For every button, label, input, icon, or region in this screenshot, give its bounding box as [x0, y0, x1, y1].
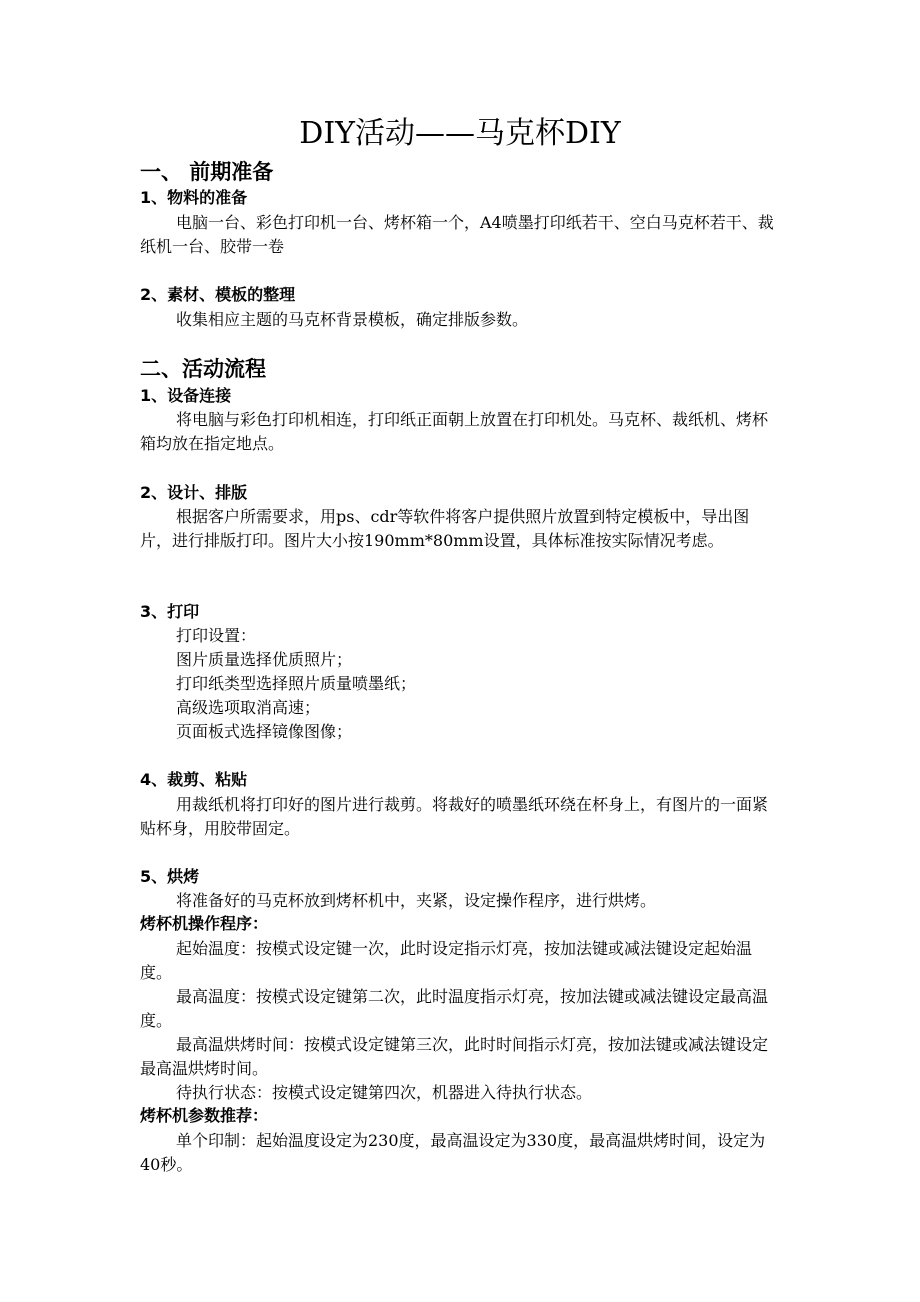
- subheading-materials: 1、物料的准备: [140, 188, 248, 207]
- subheading-design-layout: 2、设计、排版: [140, 483, 248, 502]
- subheading-templates: 2、素材、模板的整理: [140, 285, 296, 304]
- procedure-step: 起始温度：按模式设定键一次，此时设定指示灯亮，按加法键或减法键设定起始温度。: [140, 939, 753, 982]
- paragraph-templates: 收集相应主题的马克杯背景模板，确定排版参数。: [176, 310, 529, 329]
- procedure-step: 最高温烘烤时间：按模式设定键第三次，此时时间指示灯亮，按加法键或减法键设定最高温烘烤时间。: [140, 1035, 769, 1078]
- paragraph-cut-paste: 用裁纸机将打印好的图片进行裁剪。将裁好的喷墨纸环绕在杯身上，有图片的一面紧贴杯身，用胶带固定。: [140, 795, 769, 838]
- paragraph-design-layout: 根据客户所需要求，用ps、cdr等软件将客户提供照片放置到特定模板中，导出图片，进行排版打印。图片大小按190mm*80mm设置，具体标准按实际情况考虑。: [140, 507, 750, 550]
- document-title: DIY活动——马克杯DIY: [299, 116, 621, 151]
- subheading-print: 3、打印: [140, 602, 200, 621]
- subheading-cut-paste: 4、裁剪、粘贴: [140, 770, 248, 789]
- print-setting-line: 高级选项取消高速；: [176, 698, 321, 717]
- print-setting-line: 打印纸类型选择照片质量喷墨纸；: [176, 674, 417, 693]
- paragraph-materials: 电脑一台、彩色打印机一台、烤杯箱一个，A4喷墨打印纸若干、空白马克杯若干、裁纸机一台、胶带一卷: [140, 213, 774, 256]
- print-setting-line: 页面板式选择镜像图像；: [176, 722, 353, 741]
- print-setting-line: 打印设置：: [176, 626, 257, 645]
- procedure-step: 最高温度：按模式设定键第二次，此时温度指示灯亮，按加法键或减法键设定最高温度。: [140, 987, 769, 1030]
- subheading-baking: 5、烘烤: [140, 867, 200, 886]
- print-setting-line: 图片质量选择优质照片；: [176, 650, 353, 669]
- procedure-step: 待执行状态：按模式设定键第四次，机器进入待执行状态。: [176, 1083, 593, 1102]
- param-recommendation: 单个印制：起始温度设定为230度，最高温设定为330度，最高温烘烤时间，设定为40秒。: [140, 1131, 766, 1174]
- paragraph-baking: 将准备好的马克杯放到烤杯机中，夹紧，设定操作程序，进行烘烤。: [176, 891, 657, 910]
- section-heading-preparation: 一、 前期准备: [140, 160, 274, 184]
- paragraph-device-connection: 将电脑与彩色打印机相连，打印纸正面朝上放置在打印机处。马克杯、裁纸机、烤杯箱均放在指定地点。: [140, 410, 769, 453]
- subheading-device-connection: 1、设备连接: [140, 386, 232, 405]
- subheading-oven-procedure: 烤杯机操作程序：: [140, 914, 269, 933]
- subheading-oven-params: 烤杯机参数推荐：: [140, 1106, 269, 1125]
- section-heading-process: 二、活动流程: [140, 357, 266, 381]
